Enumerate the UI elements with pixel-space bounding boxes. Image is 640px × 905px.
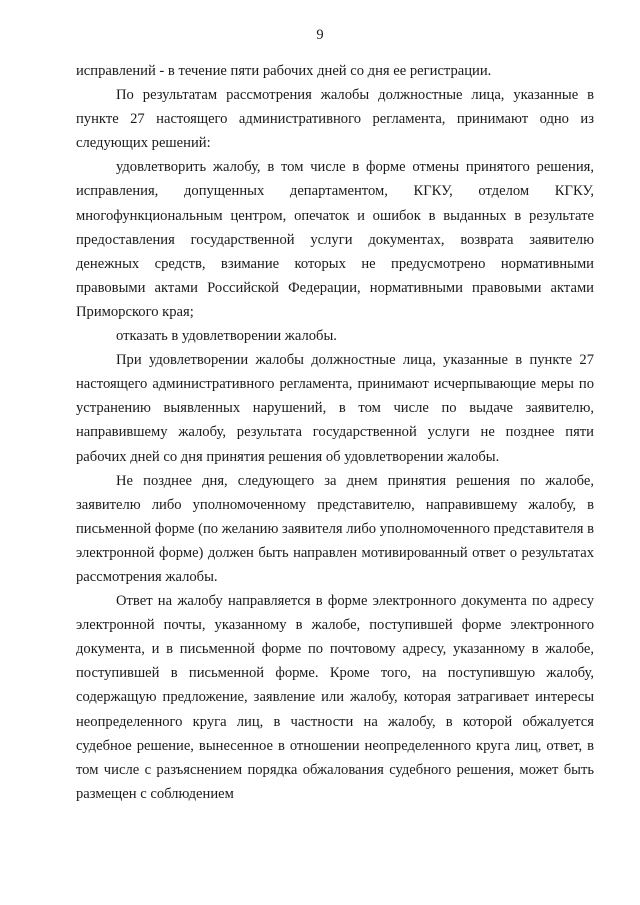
document-body xyxy=(76,59,594,806)
paragraph-continuation: исправлений - в течение пяти рабочих дней со дня ее регистрации. xyxy=(76,63,492,79)
paragraph-remedy-measures: При удовлетворении жалобы должностные лица, указанные в пункте 27 настоящего административного регламента, принимают исчерпывающие меры по устранению выявленных нарушений, в том числе по выдаче заявителю, направившему жалобу, результата государственной услуги не позднее пяти рабочих дней со дня принятия решения об удовлетворении жалобы. xyxy=(76,352,594,465)
paragraph-decision-options: По результатам рассмотрения жалобы должностные лица, указанные в пункте 27 настоящего административного регламента, принимают одно из следующих решений: xyxy=(76,87,594,152)
page-number: 9 xyxy=(316,27,324,43)
paragraph-reject-complaint: отказать в удовлетворении жалобы. xyxy=(116,328,337,345)
paragraph-satisfy-complaint: удовлетворить жалобу, в том числе в форме отмены принятого решения, исправления, допущенных департаментом, КГКУ, отделом КГКУ, многофункциональным центром, опечаток и ошибок в выданных в результате предоставления государственной услуги документах, возврата заявителю денежных средств, взимание которых не предусмотрено нормативными правовыми актами Российской Федерации, нормативными правовыми актами Приморского края; xyxy=(76,159,594,320)
paragraph-response-delivery: Ответ на жалобу направляется в форме электронного документа по адресу электронной почты, указанному в жалобе, поступившей форме электронного документа, и в письменной форме по почтовому адресу, указанному в жалобе, поступившей в письменной форме. Кроме того, на поступившую жалобу, содержащую предложение, заявление или жалобу, которая затрагивает интересы неопределенного круга лиц, в частности на жалобу, в которой обжалуется судебное решение, вынесенное в отношении неопределенного круга лиц, ответ, в том числе с разъяснением порядка обжалования судебного решения, может быть размещен с соблюдением xyxy=(76,593,594,802)
paragraph-response-deadline: Не позднее дня, следующего за днем принятия решения по жалобе, заявителю либо уполномоченному представителю, направившему жалобу, в письменной форме (по желанию заявителя либо уполномоченного представителя в электронной форме) должен быть направлен мотивированный ответ о результатах рассмотрения жалобы. xyxy=(76,472,594,585)
